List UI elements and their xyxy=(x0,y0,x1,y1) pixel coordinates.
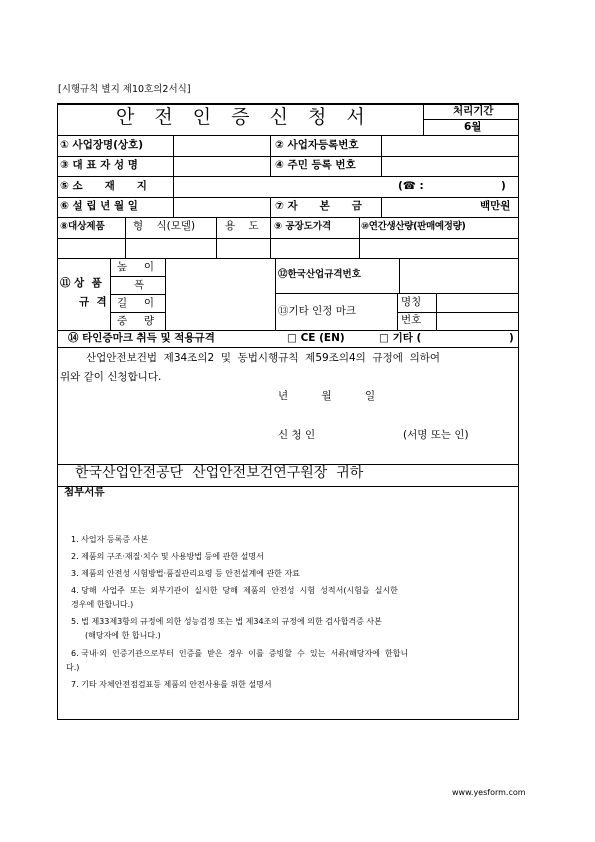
mark-no-label: 번호 xyxy=(401,314,422,326)
ks-no-field[interactable] xyxy=(401,260,517,292)
col-line xyxy=(173,135,174,217)
width-field[interactable] xyxy=(167,278,274,293)
row-line xyxy=(57,135,519,136)
capital-label: ⑦ 자 본 금 xyxy=(275,200,362,212)
recipient: 한국산업안전공단 산업안전보건연구원장 귀하 xyxy=(75,465,364,481)
statement-line-2: 위와 같이 신청합니다. xyxy=(60,371,162,383)
other-cert-label: ⑭ 타인증마크 취득 및 적용규격 xyxy=(68,332,215,344)
factory-price-label: ⑨ 공장도가격 xyxy=(274,221,332,232)
company-name-label: ① 사업장명(상호) xyxy=(60,139,144,151)
footer-url: www.yesform.com xyxy=(452,788,526,797)
attachments-header: 첨부서류 xyxy=(64,486,105,498)
ce-checkbox[interactable]: □ CE (EN) xyxy=(287,332,345,344)
row-line xyxy=(110,294,165,295)
col-line xyxy=(381,197,382,217)
attachment-item: 7. 기타 자체안전점검표등 제품의 안전사용를 위한 설명서 xyxy=(71,680,272,689)
company-name-field[interactable] xyxy=(175,137,269,155)
date-line: 년 월 일 xyxy=(278,390,376,402)
row-line xyxy=(57,176,519,177)
height-field[interactable] xyxy=(167,260,274,275)
capital-field[interactable] xyxy=(383,199,477,216)
col-line xyxy=(399,258,400,293)
signature-label: (서명 또는 인) xyxy=(403,429,469,441)
address-field[interactable] xyxy=(175,178,390,196)
col-line xyxy=(125,217,126,258)
applicant-field[interactable] xyxy=(330,427,398,443)
table-left-border xyxy=(57,464,58,486)
model-label: 형 식(모델) xyxy=(133,220,196,232)
usage-field[interactable] xyxy=(218,240,269,257)
spec-label: 규 격 xyxy=(79,296,107,308)
weight-field[interactable] xyxy=(167,314,274,329)
biz-reg-no-label: ② 사업자등록번호 xyxy=(275,139,359,151)
attachment-item: 6. 국내·외 인증기관으로부터 인증를 받은 경우 이를 증빙할 수 있는 서류(해당자에 한합니 xyxy=(71,649,409,658)
col-line xyxy=(165,258,166,330)
row-line xyxy=(275,293,519,294)
col-line xyxy=(270,135,271,176)
target-product-label: ⑧대상제품 xyxy=(60,221,105,232)
row-line xyxy=(57,258,519,259)
other-mark-label: ⑬기타 인정 마크 xyxy=(278,305,357,317)
mark-no-field[interactable] xyxy=(438,314,517,329)
target-product-field[interactable] xyxy=(59,240,124,257)
table-top-border xyxy=(57,103,519,105)
row-line xyxy=(57,238,519,239)
phone-prefix: (☎ : xyxy=(398,180,424,192)
form-reference: [시행규칙 별지 제10호의2서식] xyxy=(58,84,191,95)
processing-value: 6월 xyxy=(464,121,482,133)
factory-price-field[interactable] xyxy=(272,240,358,257)
statement-line-1: 산업안전보건법 제34조의2 및 동법시행규칙 제59조의4의 규정에 의하여 xyxy=(86,352,440,364)
founded-field[interactable] xyxy=(175,199,269,216)
col-line xyxy=(275,258,276,330)
col-line xyxy=(270,197,271,217)
founded-label: ⑥ 설 립 년 월 일 xyxy=(60,200,138,212)
col-line xyxy=(216,217,217,258)
applicant-label: 신 청 인 xyxy=(278,429,316,441)
product-spec-label: ⑪ 상 품 xyxy=(60,277,102,289)
table-right-border xyxy=(518,464,519,486)
etc-close: ) xyxy=(509,332,514,344)
resident-no-field[interactable] xyxy=(383,158,517,175)
attachment-item: 3. 제품의 안전성 시험방법·품질관리요령 등 안전설계에 관한 자료 xyxy=(71,569,300,578)
col-line xyxy=(270,217,271,258)
capital-unit: 백만원 xyxy=(480,200,511,212)
table-left-border xyxy=(57,103,58,464)
length-field[interactable] xyxy=(167,296,274,311)
phone-field[interactable] xyxy=(430,178,500,196)
length-label: 길 이 xyxy=(117,297,154,309)
attachment-item: 5. 법 제33제3항의 규정에 의한 성능검정 또는 법 제34조의 규정에 의한 검사합격증 사본 xyxy=(71,617,382,626)
height-label: 높 이 xyxy=(117,261,154,273)
weight-label: 중 량 xyxy=(117,315,154,327)
resident-no-label: ④ 주민 등록 번호 xyxy=(275,159,356,171)
width-label: 폭 xyxy=(134,279,145,291)
attachment-item: 다.) xyxy=(66,663,80,672)
row-line xyxy=(57,217,519,218)
col-line xyxy=(381,135,382,176)
row-line xyxy=(57,156,519,157)
attachment-item: 4. 당해 사업주 또는 외부기관이 실시한 당해 제품의 안전성 시험 성적서(시험을 실시한 xyxy=(71,586,398,595)
row-line xyxy=(110,276,165,277)
attachment-item: 경우에 한합니다.) xyxy=(71,600,134,609)
address-label: ⑤ 소 재 지 xyxy=(60,180,147,192)
attachment-item: 2. 제품의 구조·재질·치수 및 사용방법 등에 관한 설명서 xyxy=(71,552,264,561)
col-line xyxy=(359,217,360,258)
processing-inner-line xyxy=(423,119,519,120)
annual-output-field[interactable] xyxy=(361,240,517,257)
row-line xyxy=(110,312,165,313)
attachments-right-border xyxy=(518,486,519,719)
model-field[interactable] xyxy=(127,240,215,257)
processing-label: 처리기간 xyxy=(453,105,494,117)
mark-name-label: 명칭 xyxy=(401,296,422,308)
etc-checkbox[interactable]: □ 기타 ( xyxy=(379,332,422,344)
rep-name-field[interactable] xyxy=(175,158,269,175)
table-right-border xyxy=(518,103,519,464)
etc-field[interactable] xyxy=(428,331,508,346)
row-line xyxy=(397,312,519,313)
attachment-item: (해당자에 한 합니다.) xyxy=(85,631,161,640)
attachments-bottom-border xyxy=(57,719,519,720)
form-title: 안 전 인 증 신 청 서 xyxy=(116,106,372,128)
phone-suffix: ) xyxy=(501,180,506,192)
row-line xyxy=(57,347,519,348)
rep-name-label: ③ 대 표 자 성 명 xyxy=(60,159,138,171)
attachments-left-border xyxy=(57,486,58,719)
attachments-top-border xyxy=(57,486,519,487)
annual-output-label: ⑩연간생산량(판매예정량) xyxy=(361,221,466,232)
attachment-item: 1. 사업자 등록증 사본 xyxy=(71,535,149,544)
row-line xyxy=(57,197,519,198)
usage-label: 용 도 xyxy=(225,220,259,232)
biz-reg-no-field[interactable] xyxy=(383,137,517,155)
mark-name-field[interactable] xyxy=(438,295,517,311)
ks-no-label: ⑫한국산업규격번호 xyxy=(278,269,361,280)
